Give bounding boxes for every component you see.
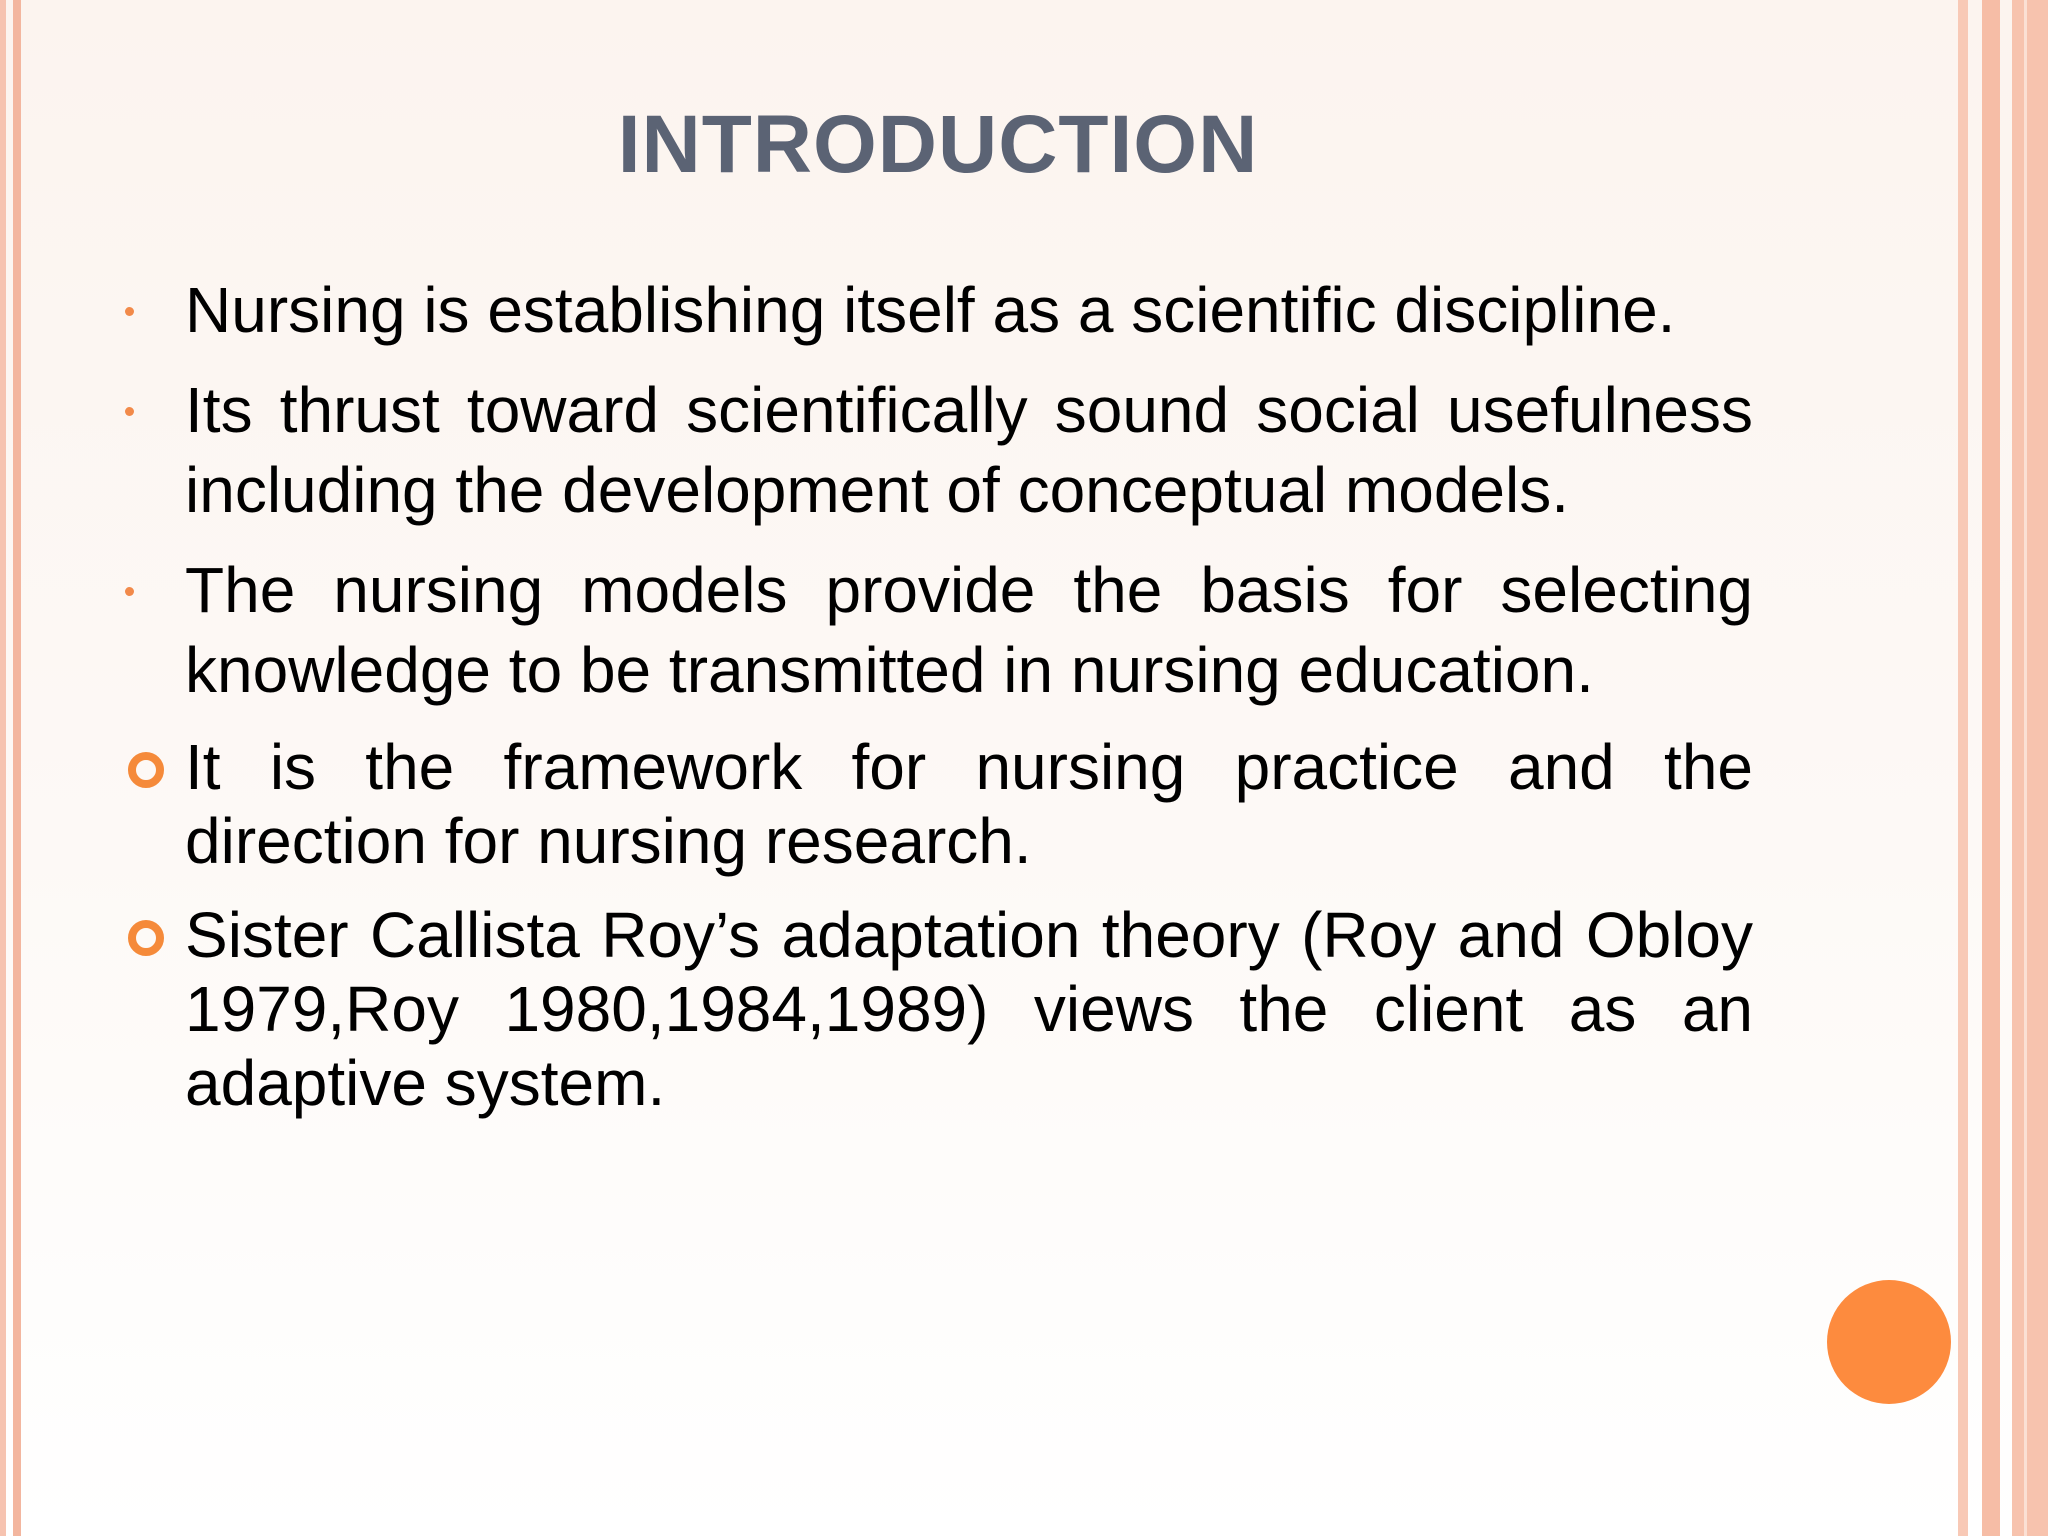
bullet-dot-icon [125,587,134,596]
bullet-dot-icon [125,407,134,416]
bullet-ring-icon [128,752,164,788]
bullet-text: The nursing models provide the basis for selecting knowledge to be transmitted in nursing education. [185,554,1753,706]
decorative-circle [1827,1280,1951,1404]
bullet-dot-icon [125,307,134,316]
left-border-stripe [0,0,6,1536]
bullet-item [120,370,1753,530]
right-border-stripe [1958,0,1968,1536]
bullet-item [120,270,1753,350]
right-border-line [2024,0,2027,1536]
bullet-text: Sister Callista Roy’s adaptation theory (Roy and Obloy 1979,Roy 1980,1984,1989) views the client as an adaptive system. [185,899,1753,1119]
bullet-ring-icon [128,920,164,956]
right-border-stripe-outer [2012,0,2048,1536]
bullet-item [120,730,1753,878]
slide-title: INTRODUCTION [617,99,1259,190]
bullet-list [120,270,1753,1140]
bullet-text: Its thrust toward scientifically sound social usefulness including the development of conceptual models. [185,374,1753,526]
left-border-stripe-inner [13,0,21,1536]
bullet-item [120,550,1753,710]
bullet-text: It is the framework for nursing practice and the direction for nursing research. [185,731,1753,877]
right-border-stripe-middle [1982,0,2000,1536]
bullet-text: Nursing is establishing itself as a scientific discipline. [185,274,1676,346]
bullet-item [120,898,1753,1120]
